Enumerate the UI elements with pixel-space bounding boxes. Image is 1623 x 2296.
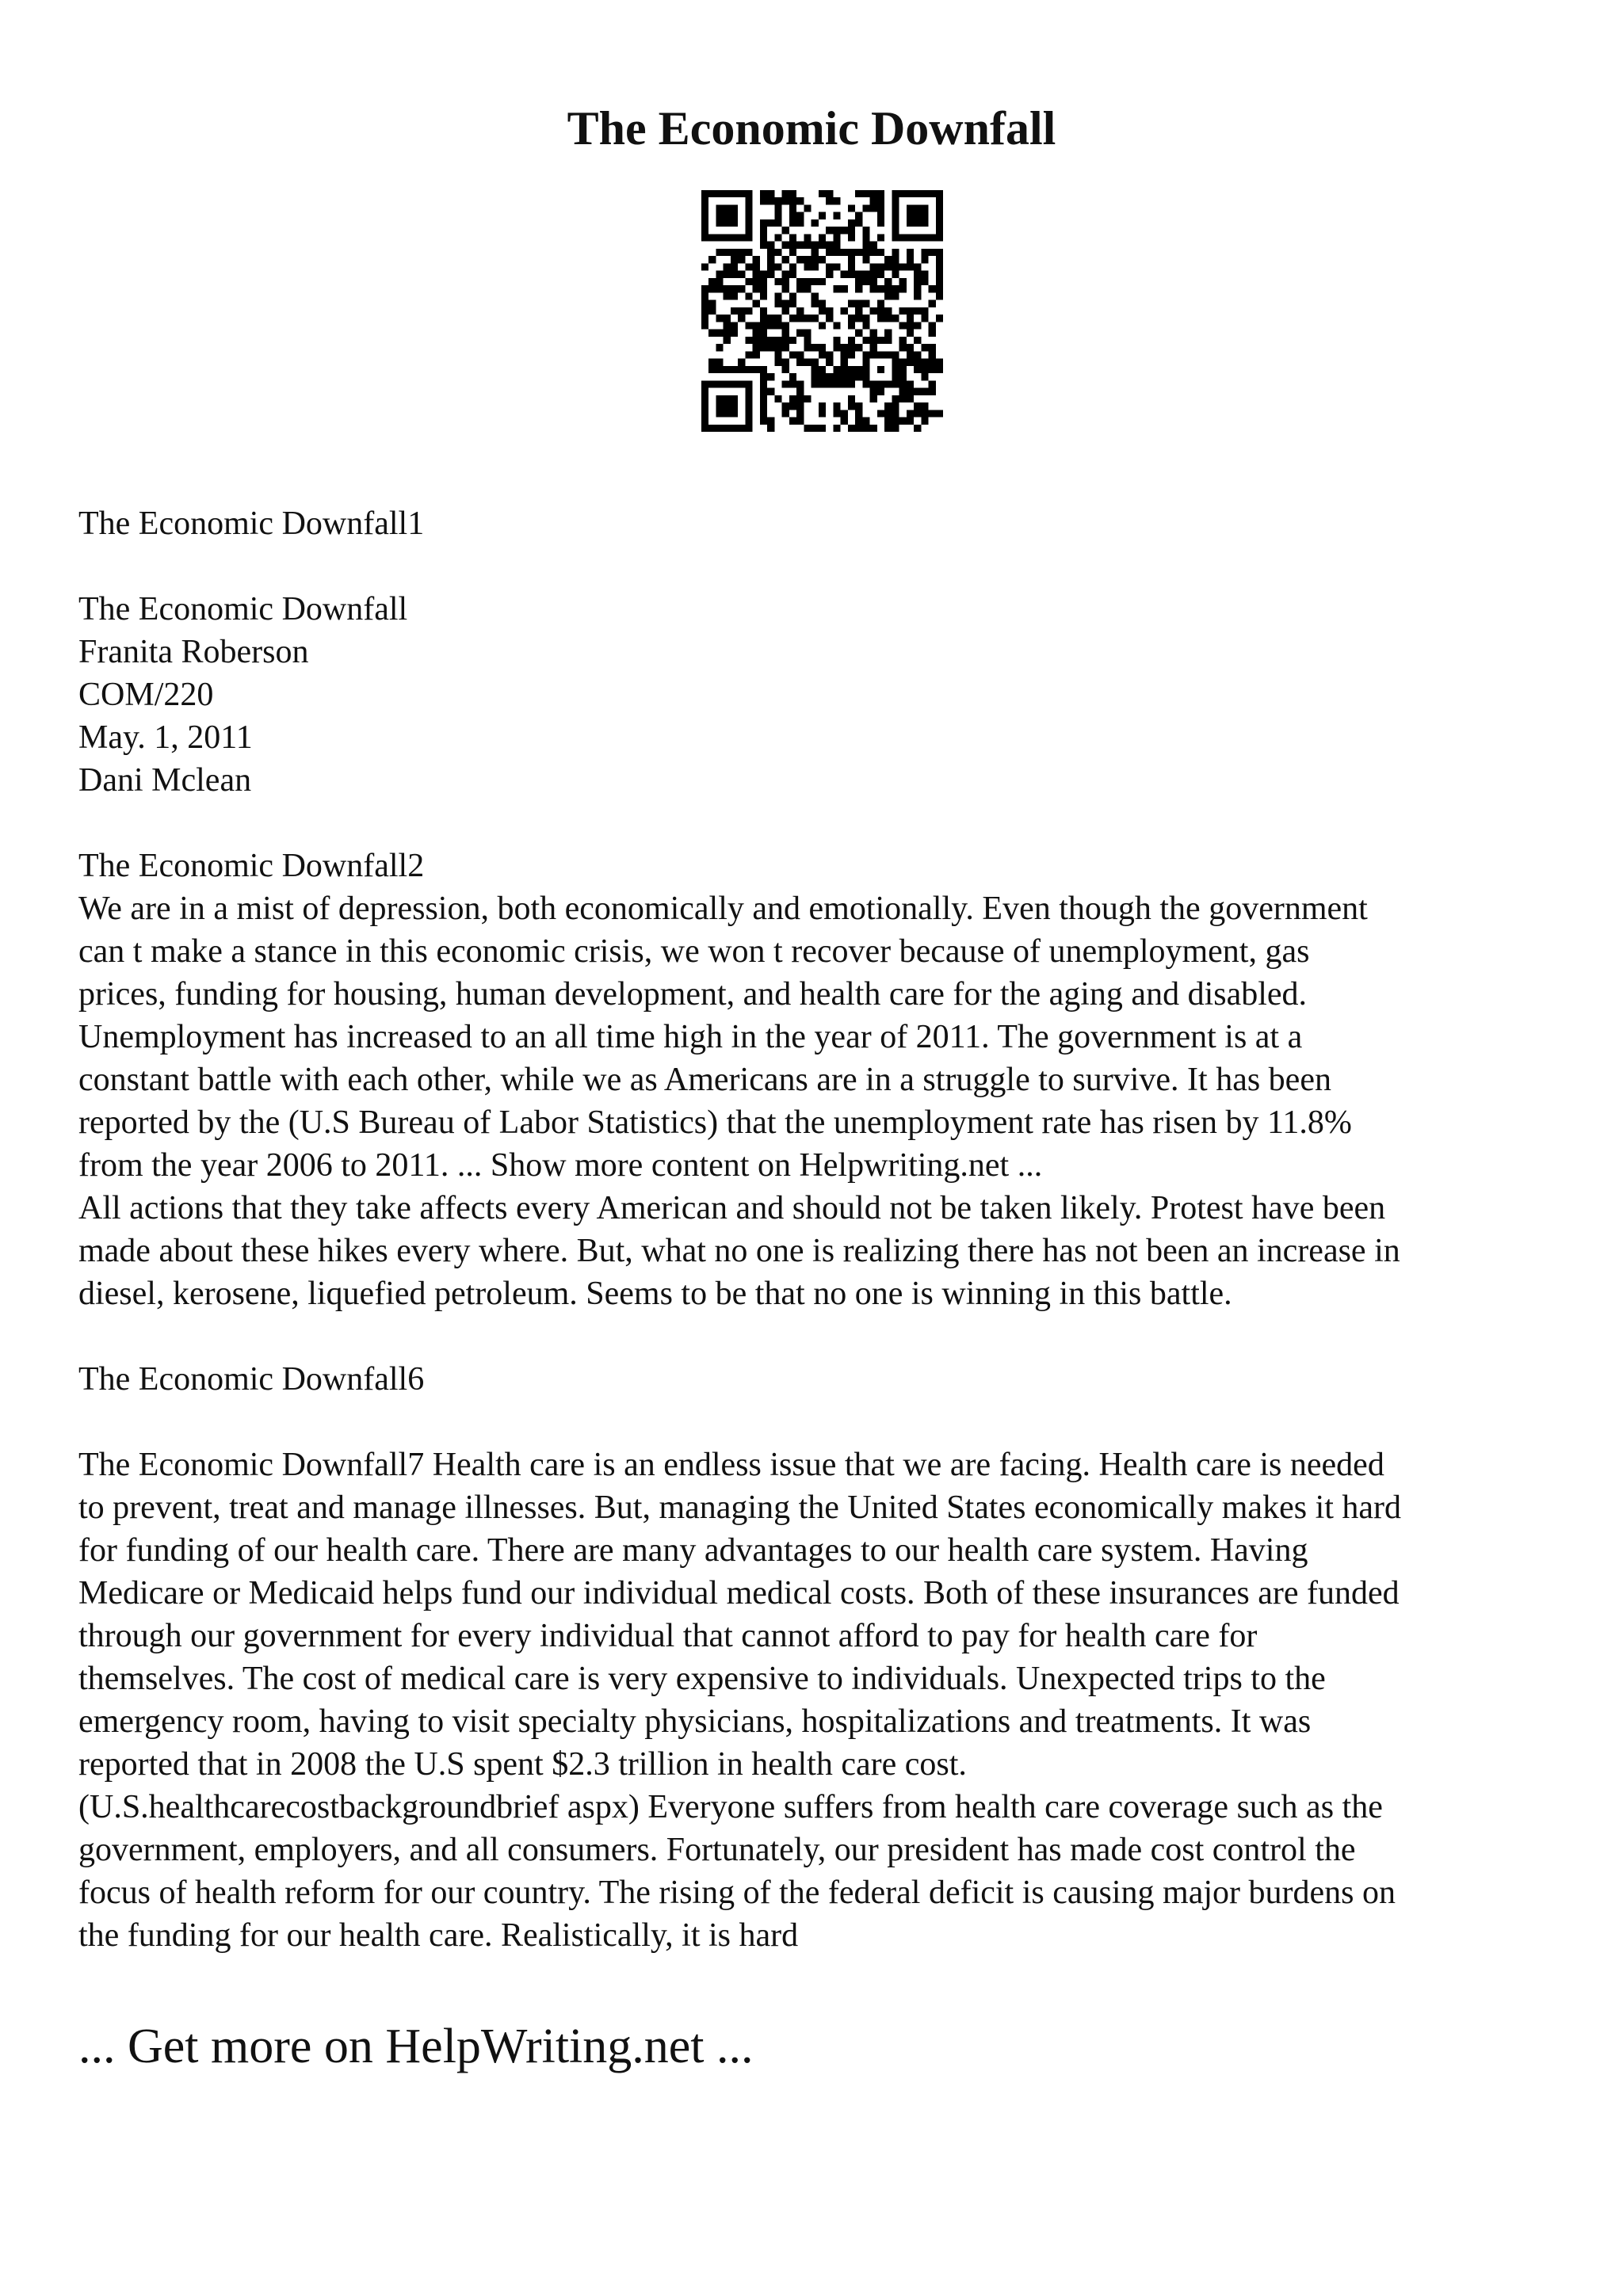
cover-line: Dani Mclean <box>78 762 252 799</box>
qr-code-icon <box>701 190 943 432</box>
cover-line: The Economic Downfall <box>78 591 408 627</box>
paragraph-line: The Economic Downfall7 Health care is an endless issue that we are facing. Health care is needed <box>78 1447 1384 1483</box>
cover-line: COM/220 <box>78 677 214 713</box>
paragraph-1 <box>78 887 1568 1187</box>
paragraph-line: reported by the (U.S Bureau of Labor Statistics) that the unemployment rate has risen by 11.8% <box>78 1104 1352 1141</box>
paragraph-line: diesel, kerosene, liquefied petroleum. Seems to be that no one is winning in this battle. <box>78 1276 1232 1312</box>
paragraph-line: from the year 2006 to 2011. ... Show more content on Helpwriting.net ... <box>78 1147 1043 1184</box>
paragraph-2 <box>78 1187 1568 1315</box>
paragraph-line: the funding for our health care. Realistically, it is hard <box>78 1917 799 1954</box>
cover-info <box>78 588 1568 802</box>
paragraph-line: can t make a stance in this economic crisis, we won t recover because of unemployment, gas <box>78 933 1310 970</box>
paragraph-line: government, employers, and all consumers. Fortunately, our president has made cost control the <box>78 1832 1356 1868</box>
cover-line: Franita Roberson <box>78 634 309 670</box>
page-header-6 <box>78 1358 1568 1401</box>
paragraph-line: through our government for every individual that cannot afford to pay for health care for <box>78 1618 1258 1654</box>
paragraph-line: All actions that they take affects every American and should not be taken likely. Protest have been <box>78 1190 1386 1226</box>
paragraph-line: made about these hikes every where. But, what no one is realizing there has not been an increase in <box>78 1233 1400 1269</box>
paragraph-line: We are in a mist of depression, both economically and emotionally. Even though the government <box>78 891 1368 927</box>
paragraph-line: to prevent, treat and manage illnesses. But, managing the United States economically makes it hard <box>78 1489 1402 1526</box>
page-header-2 <box>78 845 1568 887</box>
document-title: The Economic Downfall <box>567 102 1056 154</box>
paragraph-line: (U.S.healthcarecostbackgroundbrief aspx) Everyone suffers from health care coverage such as the <box>78 1789 1383 1825</box>
page-header-text: The Economic Downfall2 <box>78 848 425 884</box>
document-body <box>78 502 1568 1957</box>
page-header-text: The Economic Downfall6 <box>78 1361 425 1398</box>
get-more-link[interactable]: ... Get more on HelpWriting.net ... <box>78 2019 754 2073</box>
paragraph-line: focus of health reform for our country. The rising of the federal deficit is causing major burdens on <box>78 1875 1396 1911</box>
page-header-1 <box>78 502 1568 545</box>
paragraph-line: prices, funding for housing, human development, and health care for the aging and disabled. <box>78 976 1308 1013</box>
paragraph-line: Medicare or Medicaid helps fund our individual medical costs. Both of these insurances are funded <box>78 1575 1400 1611</box>
paragraph-line: constant battle with each other, while we as Americans are in a struggle to survive. It has been <box>78 1062 1331 1098</box>
page-header-text: The Economic Downfall1 <box>78 505 425 542</box>
paragraph-3 <box>78 1444 1568 1957</box>
paragraph-line: themselves. The cost of medical care is very expensive to individuals. Unexpected trips to the <box>78 1661 1326 1697</box>
paragraph-line: Unemployment has increased to an all time high in the year of 2011. The government is at a <box>78 1019 1303 1055</box>
cover-line: May. 1, 2011 <box>78 719 253 756</box>
paragraph-line: for funding of our health care. There are many advantages to our health care system. Having <box>78 1532 1308 1569</box>
paragraph-line: reported that in 2008 the U.S spent $2.3 trillion in health care cost. <box>78 1746 967 1783</box>
paragraph-line: emergency room, having to visit specialty physicians, hospitalizations and treatments. It was <box>78 1703 1312 1740</box>
